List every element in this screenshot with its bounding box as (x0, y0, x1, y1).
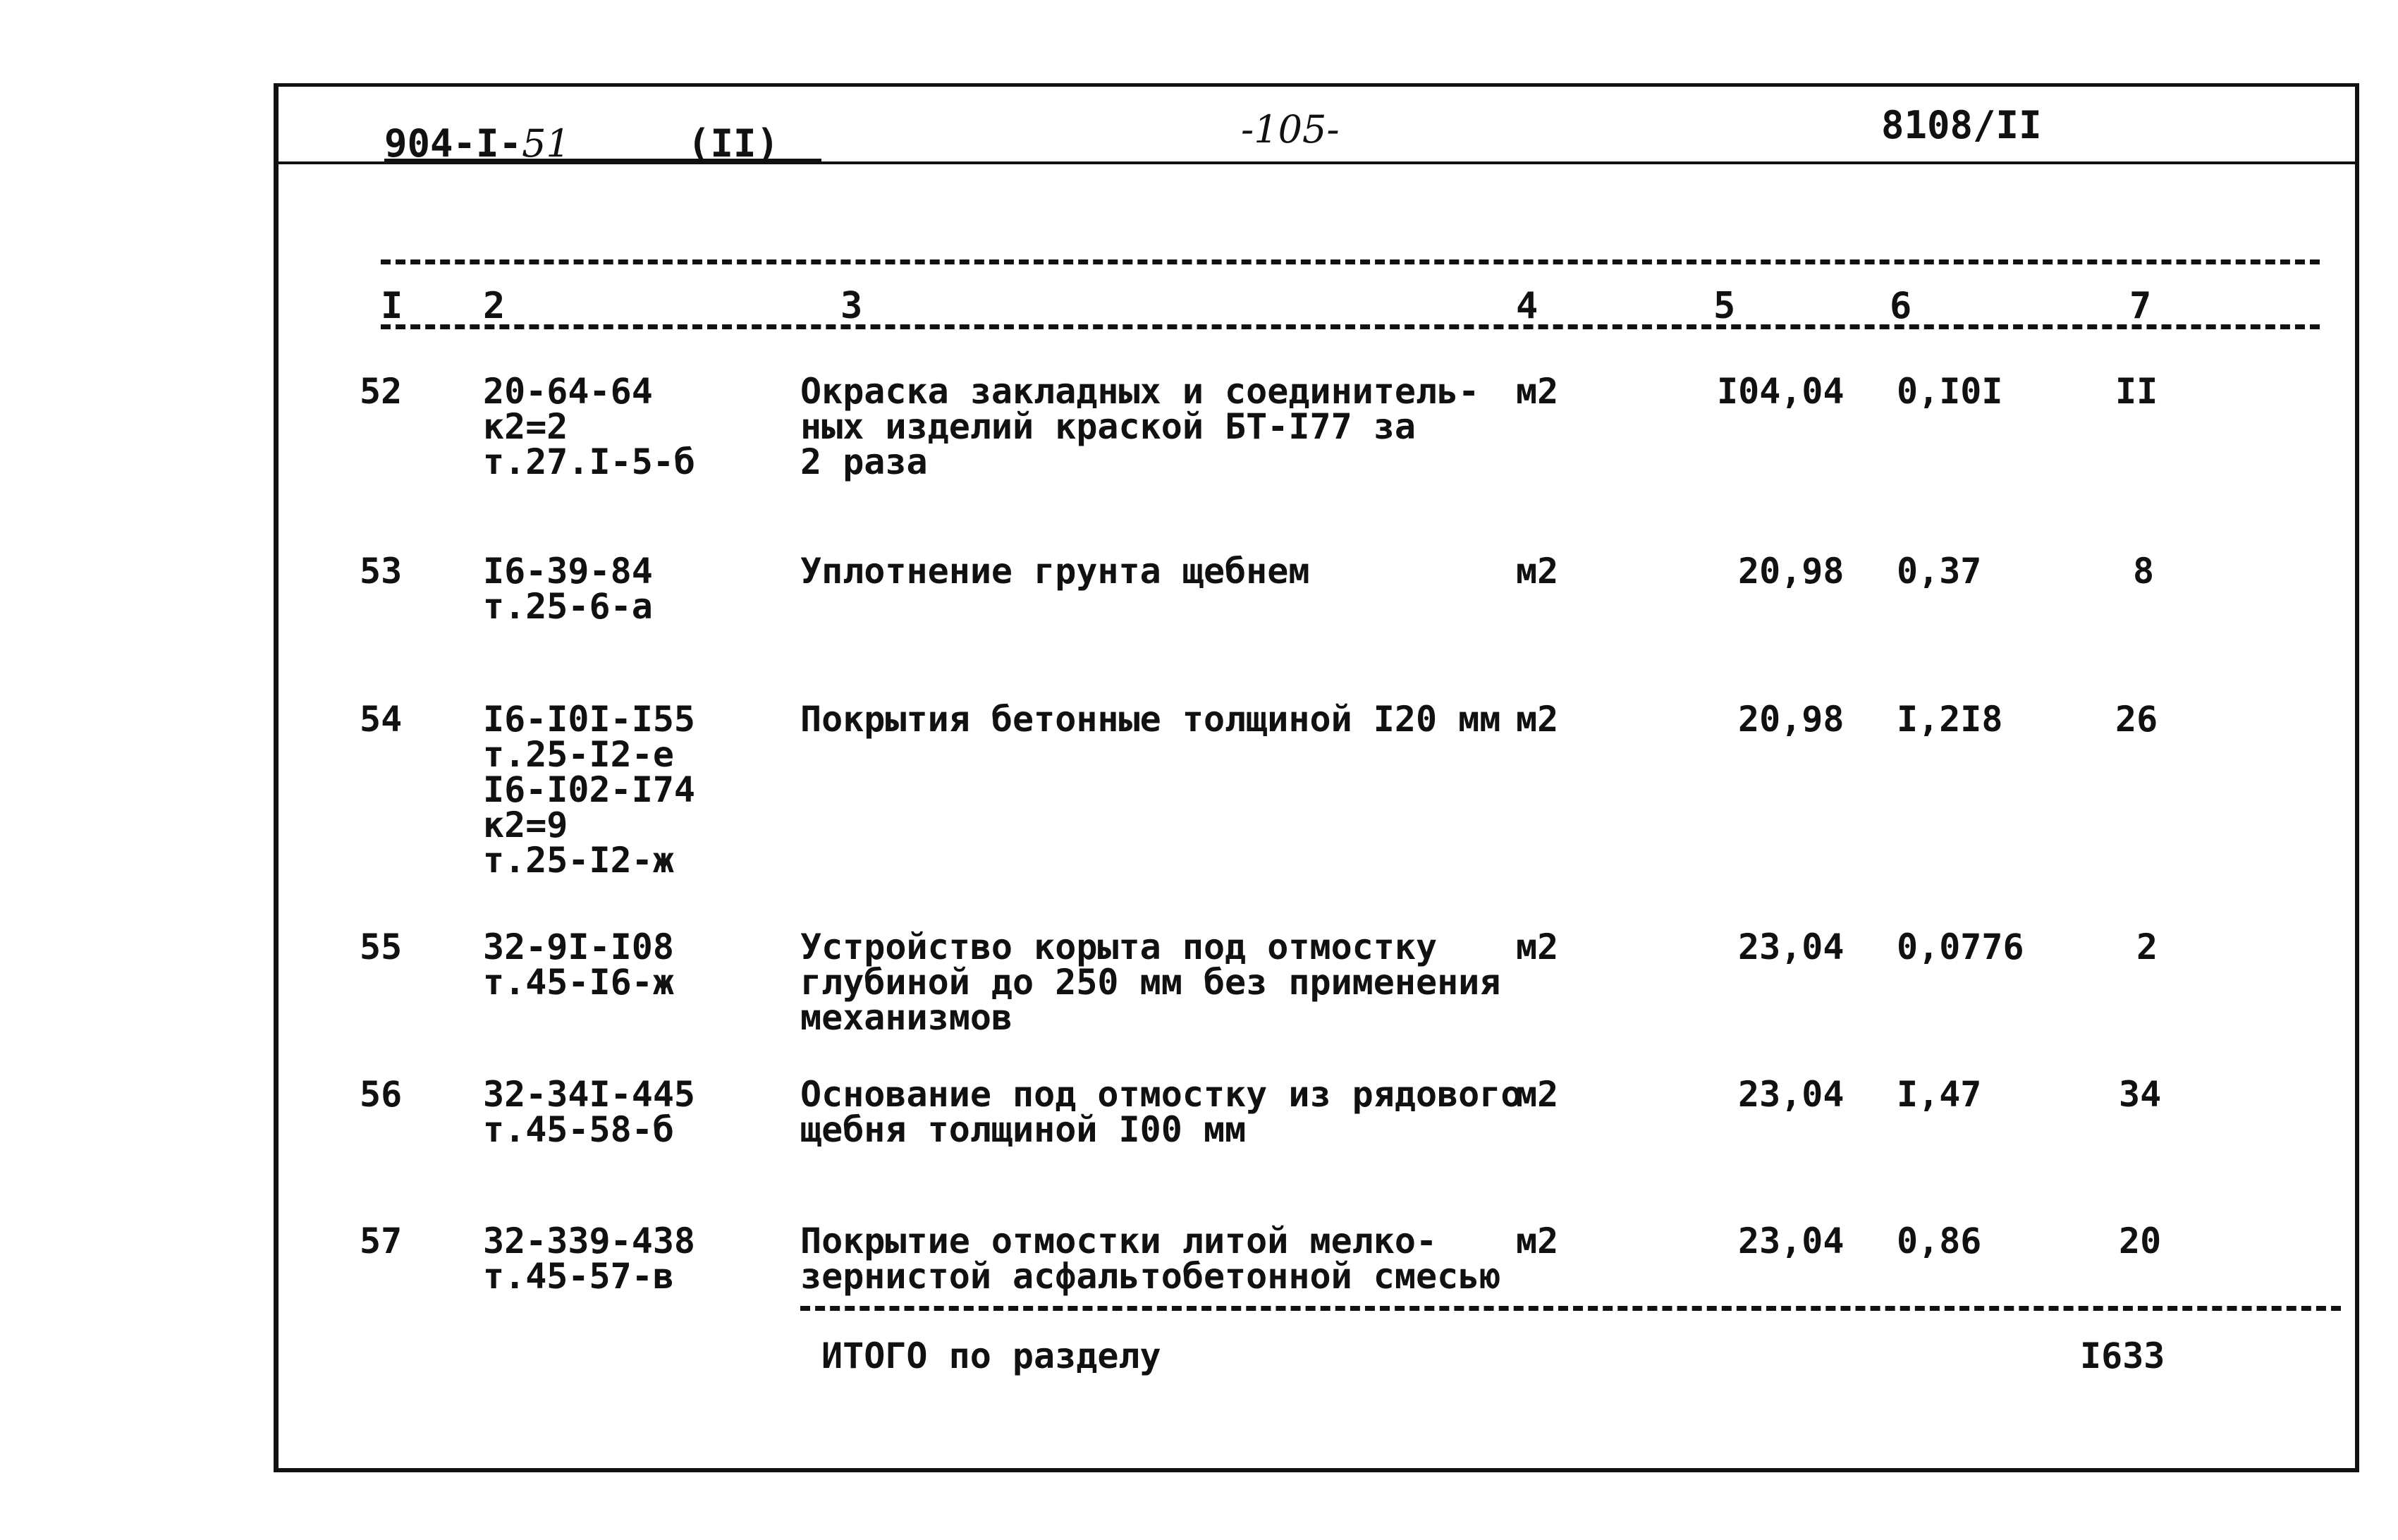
row-55-code: 32-9I-I08 т.45-I6-ж (483, 927, 674, 1003)
row-56-unit: м2 (1516, 1074, 1559, 1115)
document-code-prefix: 904-I- (384, 121, 522, 166)
row-54-code: I6-I0I-I55 т.25-I2-е I6-I02-I74 к2=9 т.25-I2-ж (483, 699, 696, 881)
row-57-unit: м2 (1516, 1221, 1559, 1261)
row-57-quantity: 23,04 (1738, 1221, 1845, 1261)
row-56-total: 34 (2119, 1074, 2162, 1115)
row-56-description: Основание под отмостку из рядового щебня толщиной I00 мм (800, 1074, 1522, 1150)
row-54-number: 54 (360, 699, 403, 740)
row-52-total: II (2115, 371, 2158, 412)
row-56-code: 32-34I-445 т.45-58-б (483, 1074, 696, 1150)
row-55-rate: 0,0776 (1897, 927, 2024, 967)
document-part: (II) (687, 121, 780, 166)
column-header-dashed-line (381, 324, 2320, 329)
header-divider (279, 161, 2355, 164)
row-54-rate: I,2I8 (1897, 699, 2003, 740)
row-54-unit: м2 (1516, 699, 1559, 740)
section-total-label: ИТОГО по разделу (821, 1336, 1161, 1376)
row-54-total: 26 (2115, 699, 2158, 740)
row-53-quantity: 20,98 (1738, 551, 1845, 592)
column-number-6: 6 (1890, 285, 1912, 327)
column-number-7: 7 (2129, 285, 2152, 327)
column-number-3: 3 (840, 285, 863, 327)
page-number: -105- (1241, 107, 1340, 152)
row-55-quantity: 23,04 (1738, 927, 1845, 967)
row-54-description: Покрытия бетонные толщиной I20 мм (800, 699, 1501, 740)
document-code-handwritten: 51 (522, 121, 570, 166)
row-56-number: 56 (360, 1074, 403, 1115)
row-53-description: Уплотнение грунта щебнем (800, 551, 1310, 592)
row-57-total: 20 (2119, 1221, 2162, 1261)
row-52-rate: 0,I0I (1897, 371, 2003, 412)
row-52-unit: м2 (1516, 371, 1559, 412)
column-number-2: 2 (483, 285, 506, 327)
row-52-quantity: I04,04 (1717, 371, 1845, 412)
row-56-rate: I,47 (1897, 1074, 1982, 1115)
row-52-description: Окраска закладных и соединитель- ных изделий краской БТ-I77 за 2 раза (800, 371, 1480, 482)
row-52-number: 52 (360, 371, 403, 412)
column-number-4: 4 (1516, 285, 1538, 327)
row-57-number: 57 (360, 1221, 403, 1261)
row-53-unit: м2 (1516, 551, 1559, 592)
row-55-unit: м2 (1516, 927, 1559, 967)
total-dashed-line (800, 1306, 2341, 1311)
document-id: 8108/II (1881, 103, 2042, 147)
row-53-code: I6-39-84 т.25-6-а (483, 551, 653, 627)
section-total-value: I633 (2080, 1336, 2165, 1376)
row-55-number: 55 (360, 927, 403, 967)
row-53-rate: 0,37 (1897, 551, 1982, 592)
column-number-1: I (381, 285, 403, 327)
row-54-quantity: 20,98 (1738, 699, 1845, 740)
row-57-description: Покрытие отмостки литой мелко- зернистой асфальтобетонной смесью (800, 1221, 1501, 1297)
document-code-underline (384, 159, 821, 161)
row-52-code: 20-64-64 к2=2 т.27.I-5-б (483, 371, 696, 482)
row-56-quantity: 23,04 (1738, 1074, 1845, 1115)
row-55-description: Устройство корыта под отмостку глубиной до 250 мм без применения механизмов (800, 927, 1501, 1038)
row-57-rate: 0,86 (1897, 1221, 1982, 1261)
row-53-total: 8 (2133, 551, 2155, 592)
row-57-code: 32-339-438 т.45-57-в (483, 1221, 696, 1297)
column-number-5: 5 (1713, 285, 1736, 327)
table-top-dashed-line (381, 259, 2320, 264)
row-53-number: 53 (360, 551, 403, 592)
row-55-total: 2 (2136, 927, 2158, 967)
